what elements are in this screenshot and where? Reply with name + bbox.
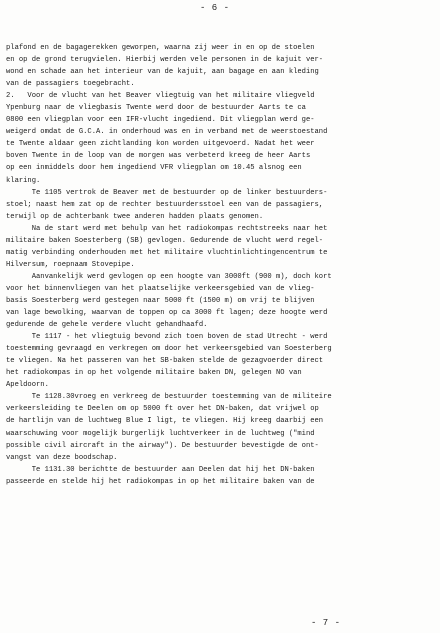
text-line: Ypenburg naar de vliegbasis Twente werd door de bestuurder Aarts te ca [6, 104, 306, 113]
text-line: op een inmiddels door hem ingediend VFR vliegplan om 10.45 alsnog een [6, 164, 302, 173]
text-line: vangst van deze boodschap. [6, 453, 118, 462]
text-line: Te 1105 vertrok de Beaver met de bestuurder op de linker bestuurders- [6, 188, 328, 197]
text-line: stoel; naast hem zat op de rechter bestuurdersstoel een van de passagiers, [6, 200, 324, 209]
text-line: wond en schade aan het interieur van de kajuit, aan bagage en aan kleding [6, 68, 319, 77]
page-number-bottom: - 7 - [311, 618, 341, 628]
text-line: te vliegen. Na het passeren van het SB-baken stelde de gezagvoerder direct [6, 357, 324, 366]
text-line: boven Twente in de loop van de morgen was verbeterd kreeg de heer Aarts [6, 152, 311, 161]
text-line: Na de start werd met behulp van het radiokompas rechtstreeks naar het [6, 224, 328, 233]
text-line: de hartlijn van de luchtweg Blue I ligt, te vliegen. Hij kreeg daarbij een [6, 417, 324, 426]
text-line: passeerde en stelde hij het radiokompas in op het militaire baken van de [6, 477, 315, 486]
text-line: van lage bewolking, waarvan de toppen op ca 3000 ft lagen; deze hoogte werd [6, 309, 328, 318]
text-line: Apeldoorn. [6, 381, 49, 390]
text-line: en op de grond terugvielen. Hierbij werden vele personen in de kajuit ver- [6, 56, 324, 65]
text-line: militaire baken Soesterberg (SB) gevlogen. Gedurende de vlucht werd regel- [6, 236, 324, 245]
text-line: weigerd omdat de G.C.A. in onderhoud was en in verband met de weerstoestand [6, 128, 328, 137]
text-line: basis Soesterberg werd gestegen naar 5000 ft (1500 m) om vrij te blijven [6, 296, 315, 305]
page-number-top: - 6 - [200, 3, 230, 13]
text-line: matig verbinding onderhouden met het militaire vluchtinlichtingencentrum te [6, 248, 328, 257]
text-line: van de passagiers toegebracht. [6, 80, 135, 89]
text-line: waarschuwing voor mogelijk burgerlijk luchtverkeer in de luchtweg ("mind [6, 429, 315, 438]
text-line: terwijl op de achterbank twee anderen hadden plaats genomen. [6, 212, 264, 221]
text-line: plafond en de bagagerekken geworpen, waarna zij weer in en op de stoelen [6, 44, 315, 52]
text-line: Aanvankelijk werd gevlogen op een hoogte van 3000ft (900 m), doch kort [6, 272, 332, 281]
text-line: Te 1128.30vroeg en verkreeg de bestuurder toestemming van de militeire [6, 393, 332, 402]
text-line: possible civil aircraft in the airway"). De bestuurder bevestigde de ont- [6, 441, 319, 450]
text-line: Te 1131.30 berichtte de bestuurder aan Deelen dat hij het DN-baken [6, 465, 315, 474]
text-line: het radiokompas in op het volgende militaire baken DN, gelegen NO van [6, 369, 302, 378]
report-body-text [6, 42, 434, 488]
text-line: 2. Voor de vlucht van het Beaver vliegtuig van het militaire vliegveld [6, 92, 315, 101]
text-line: Hilversum, roepnaam Stovepipe. [6, 260, 135, 269]
text-line: 0800 een vliegplan voor een IFR-vlucht ingediend. Dit vliegplan werd ge- [6, 116, 315, 125]
text-line: Te 1117 - het vliegtuig bevond zich toen boven de stad Utrecht - werd [6, 333, 328, 342]
text-line: toestemming gevraagd en verkregen om door het verkeersgebied van Soesterberg [6, 345, 332, 354]
text-line: gedurende de gehele verdere vlucht gehandhaafd. [6, 321, 208, 330]
text-line: voor het binnenvliegen van het plaatselijke verkeersgebied van de vlieg- [6, 284, 315, 293]
text-line: te Twente aldaar geen zichtlanding kon worden uitgevoerd. Nadat het weer [6, 140, 315, 149]
text-line: klaring. [6, 176, 41, 185]
text-line: verkeersleiding te Deelen om op 5000 ft over het DN-baken, dat vrijwel op [6, 405, 319, 414]
